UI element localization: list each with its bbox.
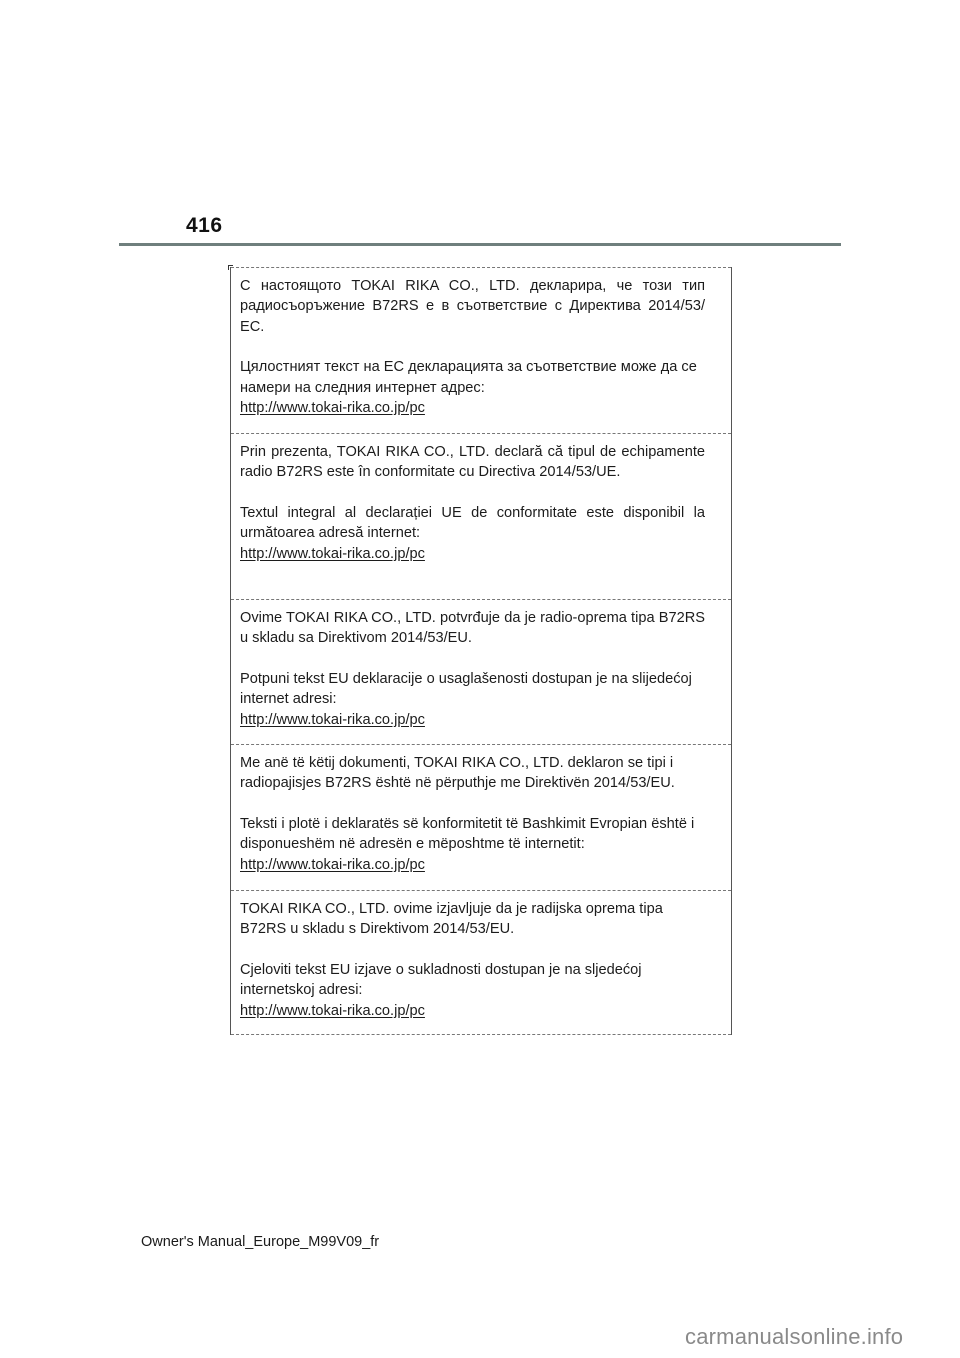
availability-text: Potpuni tekst EU deklaracije o usaglašenosti dostupan je na slijedećoj internet adresi: [240,670,692,708]
declaration-availability [240,503,705,564]
declaration-statement: TOKAI RIKA CO., LTD. ovime izjavljuje da je radijska oprema tipa B72RS u skladu s Direktivom 2014/53/EU. [240,901,663,938]
declaration-serbian [231,599,731,744]
header-rule [119,243,841,246]
declaration-croatian [231,890,731,1035]
footer-document-id: Owner's Manual_Europe_M99V09_fr [141,1234,380,1250]
declaration-url-link[interactable]: http://www.tokai-rika.co.jp/pc [240,856,425,873]
declaration-statement: Ovime TOKAI RIKA CO., LTD. potvrđuje da je radio-oprema tipa B72RS u skladu sa Direktivom 2014/53/EU. [240,610,705,647]
declaration-albanian [231,744,731,890]
declaration-url-link[interactable]: http://www.tokai-rika.co.jp/pc [240,400,425,417]
availability-text: Цялостният текст на ЕС декларацията за съответствие може да се намери на следния интернет адрес: [240,359,697,396]
declaration-romanian [231,433,731,599]
declaration-availability [240,814,705,875]
declaration-url-link[interactable]: http://www.tokai-rika.co.jp/pc [240,1002,425,1019]
declaration-bulgarian [231,267,731,433]
declaration-availability [240,357,705,418]
declaration-url-link[interactable]: http://www.tokai-rika.co.jp/pc [240,545,425,562]
declaration-statement: С настоящото TOKAI RIKA CO., LTD. декларира, че този тип радиосъоръжение B72RS е в съответствие с Директива 2014/53/ЕС. [240,278,705,335]
declaration-statement: Prin prezenta, TOKAI RIKA CO., LTD. declară că tipul de echipamente radio B72RS este în conformitate cu Directiva 2014/53/UE. [240,444,705,481]
declaration-availability [240,669,705,730]
declaration-box [230,267,732,1035]
availability-text: Teksti i plotë i deklaratës së konformitetit të Bashkimit Evropian është i disponueshëm në adresën e mëposhtme të internetit: [240,815,695,853]
watermark: carmanualsonline.info [685,1324,904,1349]
availability-text: Cjeloviti tekst EU izjave o sukladnosti dostupan je na sljedećoj internetskoj adresi: [240,961,642,999]
page-number: 416 [186,214,223,237]
availability-text: Textul integral al declarației UE de conformitate este disponibil la următoarea adresă internet: [240,504,705,542]
declaration-availability [240,960,705,1021]
declaration-url-link[interactable]: http://www.tokai-rika.co.jp/pc [240,711,425,728]
declaration-statement: Me anë të këtij dokumenti, TOKAI RIKA CO., LTD. deklaron se tipi i radiopajisjes B72RS është në përputhje me Direktivën 2014/53/EU. [240,755,675,792]
